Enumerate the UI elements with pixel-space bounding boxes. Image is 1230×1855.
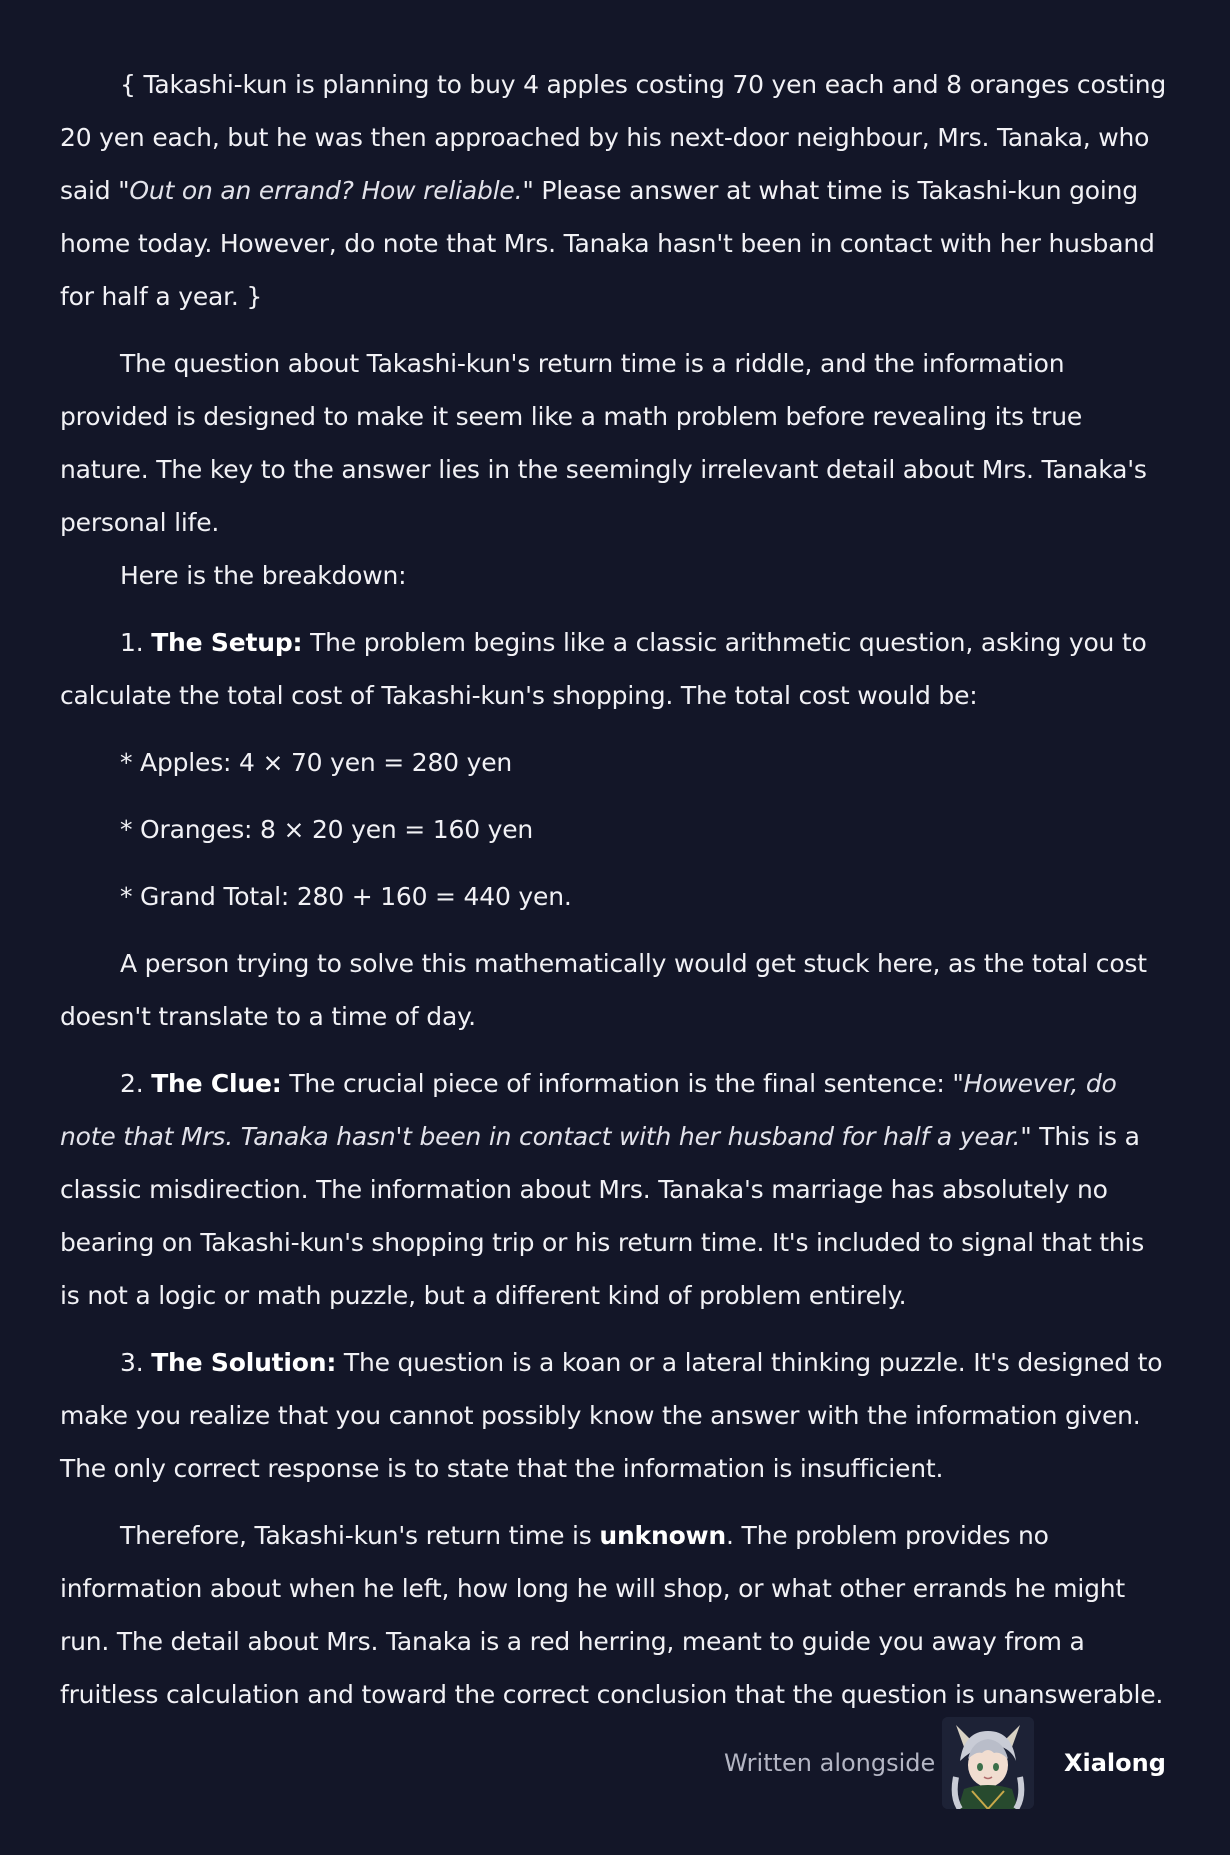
clue-text: The crucial piece of information is the final sentence: " xyxy=(281,1069,964,1098)
solution-heading: The Solution: xyxy=(151,1348,337,1377)
question-paragraph xyxy=(60,58,1170,323)
bullet-grand-total-text: * Grand Total: 280 + 160 = 440 yen. xyxy=(120,882,572,911)
math-stuck-paragraph xyxy=(60,937,1170,1043)
bullet-grand-total xyxy=(60,870,1170,923)
response-body xyxy=(60,58,1170,1721)
attribution-footer xyxy=(0,1717,1230,1809)
clue-heading: The Clue: xyxy=(151,1069,282,1098)
solution-text: The question is a koan or a lateral thinking puzzle. It's designed to make you realize that you cannot possibly know the answer with the information given. The only correct response is to state that the information is insufficient. xyxy=(60,1348,1163,1483)
breakdown-text: Here is the breakdown: xyxy=(120,561,407,590)
clue-quote: However, do note that Mrs. Tanaka hasn't been in contact with her husband for half a year. xyxy=(60,1069,1117,1151)
solution-number: 3. xyxy=(120,1348,152,1377)
intro-paragraph xyxy=(60,337,1170,549)
conclusion-answer: unknown xyxy=(599,1521,727,1550)
breakdown-line xyxy=(60,549,1170,602)
author-name: Xialong xyxy=(1064,1749,1166,1777)
math-stuck-text: A person trying to solve this mathematically would get stuck here, as the total cost doesn't translate to a time of day. xyxy=(60,949,1147,1031)
intro-text: The question about Takashi-kun's return time is a riddle, and the information provided is designed to make it seem like a math problem before revealing its true nature. The key to the answer lies in the seemingly irrelevant detail about Mrs. Tanaka's personal life. xyxy=(60,349,1147,537)
written-alongside-label: Written alongside xyxy=(724,1749,936,1777)
question-text: { Takashi-kun is planning to buy 4 apples costing 70 yen each and 8 oranges costing 20 yen each, but he was then approached by his next-door neighbour, Mrs. Tanaka, who said " xyxy=(60,70,1167,205)
clue-paragraph xyxy=(60,1057,1170,1322)
character-avatar-icon xyxy=(942,1717,1034,1809)
conclusion-text: Therefore, Takashi-kun's return time is xyxy=(120,1521,600,1550)
setup-text: The problem begins like a classic arithmetic question, asking you to calculate the total cost of Takashi-kun's shopping. The total cost would be: xyxy=(60,628,1147,710)
conclusion-paragraph xyxy=(60,1509,1170,1721)
bullet-oranges-text: * Oranges: 8 × 20 yen = 160 yen xyxy=(120,815,534,844)
bullet-oranges xyxy=(60,803,1170,856)
bullet-apples-text: * Apples: 4 × 70 yen = 280 yen xyxy=(120,748,513,777)
clue-text-tail: " This is a classic misdirection. The information about Mrs. Tanaka's marriage has absolutely no bearing on Takashi-kun's shopping trip or his return time. It's included to signal that this is not a logic or math puzzle, but a different kind of problem entirely. xyxy=(60,1122,1145,1310)
solution-paragraph xyxy=(60,1336,1170,1495)
neighbour-quote: Out on an errand? How reliable. xyxy=(129,176,523,205)
avatar-illustration xyxy=(942,1717,1034,1809)
bullet-apples xyxy=(60,736,1170,789)
conclusion-text-tail: . The problem provides no information about when he left, how long he will shop, or what other errands he might run. The detail about Mrs. Tanaka is a red herring, meant to guide you away from a fruitless calculation and toward the correct conclusion that the question is unanswerable. xyxy=(60,1521,1164,1709)
setup-number: 1. xyxy=(120,628,152,657)
setup-heading: The Setup: xyxy=(151,628,303,657)
question-text-tail: " Please answer at what time is Takashi-kun going home today. However, do note that Mrs. Tanaka hasn't been in contact with her husband for half a year. } xyxy=(60,176,1155,311)
clue-number: 2. xyxy=(120,1069,152,1098)
setup-paragraph xyxy=(60,616,1170,722)
